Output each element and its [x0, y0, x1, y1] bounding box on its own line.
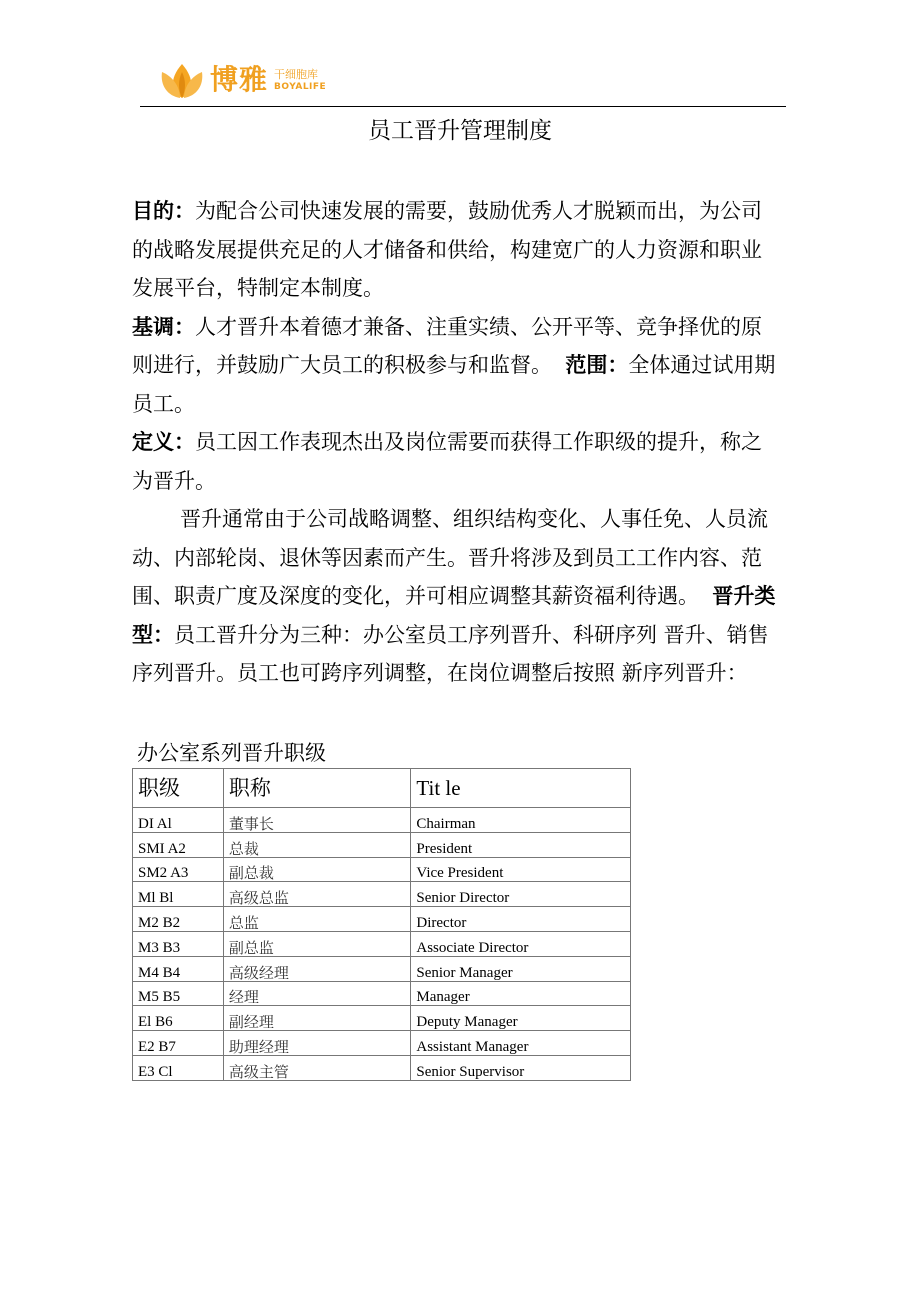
grade-cell: SMI A2: [133, 832, 224, 857]
table-row: [133, 808, 631, 833]
grade-cell: E2 B7: [133, 1031, 224, 1056]
tone-text: 人才晋升本着德才兼备、注重实绩、公开平等、竞争择优的原则进行，并鼓励广大员工的积极参与和监督。: [132, 314, 762, 377]
grade-cell: DI Al: [133, 808, 224, 833]
grade-cell: M3 B3: [133, 931, 224, 956]
title-cn-cell: 助理经理: [223, 1031, 411, 1056]
company-logo: [158, 58, 326, 102]
title-en-cell: Senior Supervisor: [411, 1055, 631, 1080]
tone-label: 基调：: [132, 314, 195, 339]
table-row: [133, 882, 631, 907]
table-row: [133, 1055, 631, 1080]
title-cn-cell: 高级主管: [223, 1055, 411, 1080]
purpose-text: 为配合公司快速发展的需要，鼓励优秀人才脱颖而出，为公司的战略发展提供充足的人才储备和供给，构建宽广的人力资源和职业发展平台，特制定本制度。: [132, 199, 762, 300]
title-en-cell: Chairman: [411, 808, 631, 833]
scope-text: 全体通过试用期员工。: [132, 353, 776, 416]
grade-cell: Ml Bl: [133, 882, 224, 907]
title-cn-cell: 经理: [223, 981, 411, 1006]
title-en-cell: Senior Manager: [411, 956, 631, 981]
lotus-logo-icon: [158, 58, 206, 102]
document-title: 员工晋升管理制度: [368, 118, 552, 144]
grade-cell: El B6: [133, 1006, 224, 1031]
promotion-paragraph: [132, 500, 782, 693]
title-en-cell: Deputy Manager: [411, 1006, 631, 1031]
types-text: 员工晋升分为三种：办公室员工序列晋升、科研序列 晋升、销售序列晋升。员工也可跨序列调整，在岗位调整后按照 新序列晋升：: [132, 622, 769, 685]
title-cn-cell: 副经理: [223, 1006, 411, 1031]
office-grade-table: [132, 768, 631, 1081]
table-row: [133, 981, 631, 1006]
table-row: [133, 956, 631, 981]
purpose-label: 目的：: [132, 199, 195, 223]
logo-subtitle: [274, 69, 326, 92]
logo-subtitle-en: BOYALIFE: [274, 81, 327, 92]
grade-cell: M2 B2: [133, 907, 224, 932]
definition-label: 定义：: [132, 430, 195, 454]
table-row: [133, 857, 631, 882]
purpose-paragraph: [132, 192, 782, 308]
title-cn-cell: 总监: [223, 907, 411, 932]
scope-label: 范围：: [565, 353, 629, 377]
grade-cell: M5 B5: [133, 981, 224, 1006]
grade-cell: E3 Cl: [133, 1055, 224, 1080]
document-body: [132, 192, 782, 693]
title-cn-cell: 副总裁: [223, 857, 411, 882]
grade-cell: SM2 A3: [133, 857, 224, 882]
title-en-cell: Associate Director: [411, 931, 631, 956]
title-cn-cell: 高级经理: [223, 956, 411, 981]
title-cn-cell: 董事长: [223, 808, 411, 833]
table-row: [133, 832, 631, 857]
table-row: [133, 931, 631, 956]
table-row: [133, 1006, 631, 1031]
promotion-text: 晋升通常由于公司战略调整、组织结构变化、人事任免、人员流动、内部轮岗、退休等因素而产生。晋升将涉及到员工工作内容、范围、职责广度及深度的变化，并可相应调整其薪资福利待遇。: [132, 507, 768, 608]
title-en-cell: Director: [411, 907, 631, 932]
title-en-cell: Manager: [411, 981, 631, 1006]
table-row: [133, 907, 631, 932]
title-cn-cell: 高级总监: [223, 882, 411, 907]
logo-brand-text: 博雅: [210, 63, 269, 96]
title-en-cell: Senior Director: [411, 882, 631, 907]
title-en-cell: Vice President: [411, 857, 631, 882]
definition-paragraph: [132, 423, 782, 500]
logo-subtitle-cn: 干细胞库: [274, 67, 319, 81]
table-caption: 办公室系列晋升职级: [137, 741, 326, 765]
header-cell-grade: 职级: [133, 769, 224, 808]
table-row: [133, 1031, 631, 1056]
title-en-cell: President: [411, 832, 631, 857]
definition-text: 员工因工作表现杰出及岗位需要而获得工作职级的提升，称之为晋升。: [132, 430, 762, 493]
header-divider: [140, 106, 786, 107]
grade-cell: M4 B4: [133, 956, 224, 981]
title-cn-cell: 总裁: [223, 832, 411, 857]
tone-paragraph: [132, 308, 782, 424]
header-cell-title-cn: 职称: [223, 769, 411, 808]
title-en-cell: Assistant Manager: [411, 1031, 631, 1056]
title-cn-cell: 副总监: [223, 931, 411, 956]
table-header-row: [133, 769, 631, 808]
header-cell-title-en: Tit le: [411, 769, 631, 808]
types-label: 晋升类型：: [132, 584, 776, 647]
